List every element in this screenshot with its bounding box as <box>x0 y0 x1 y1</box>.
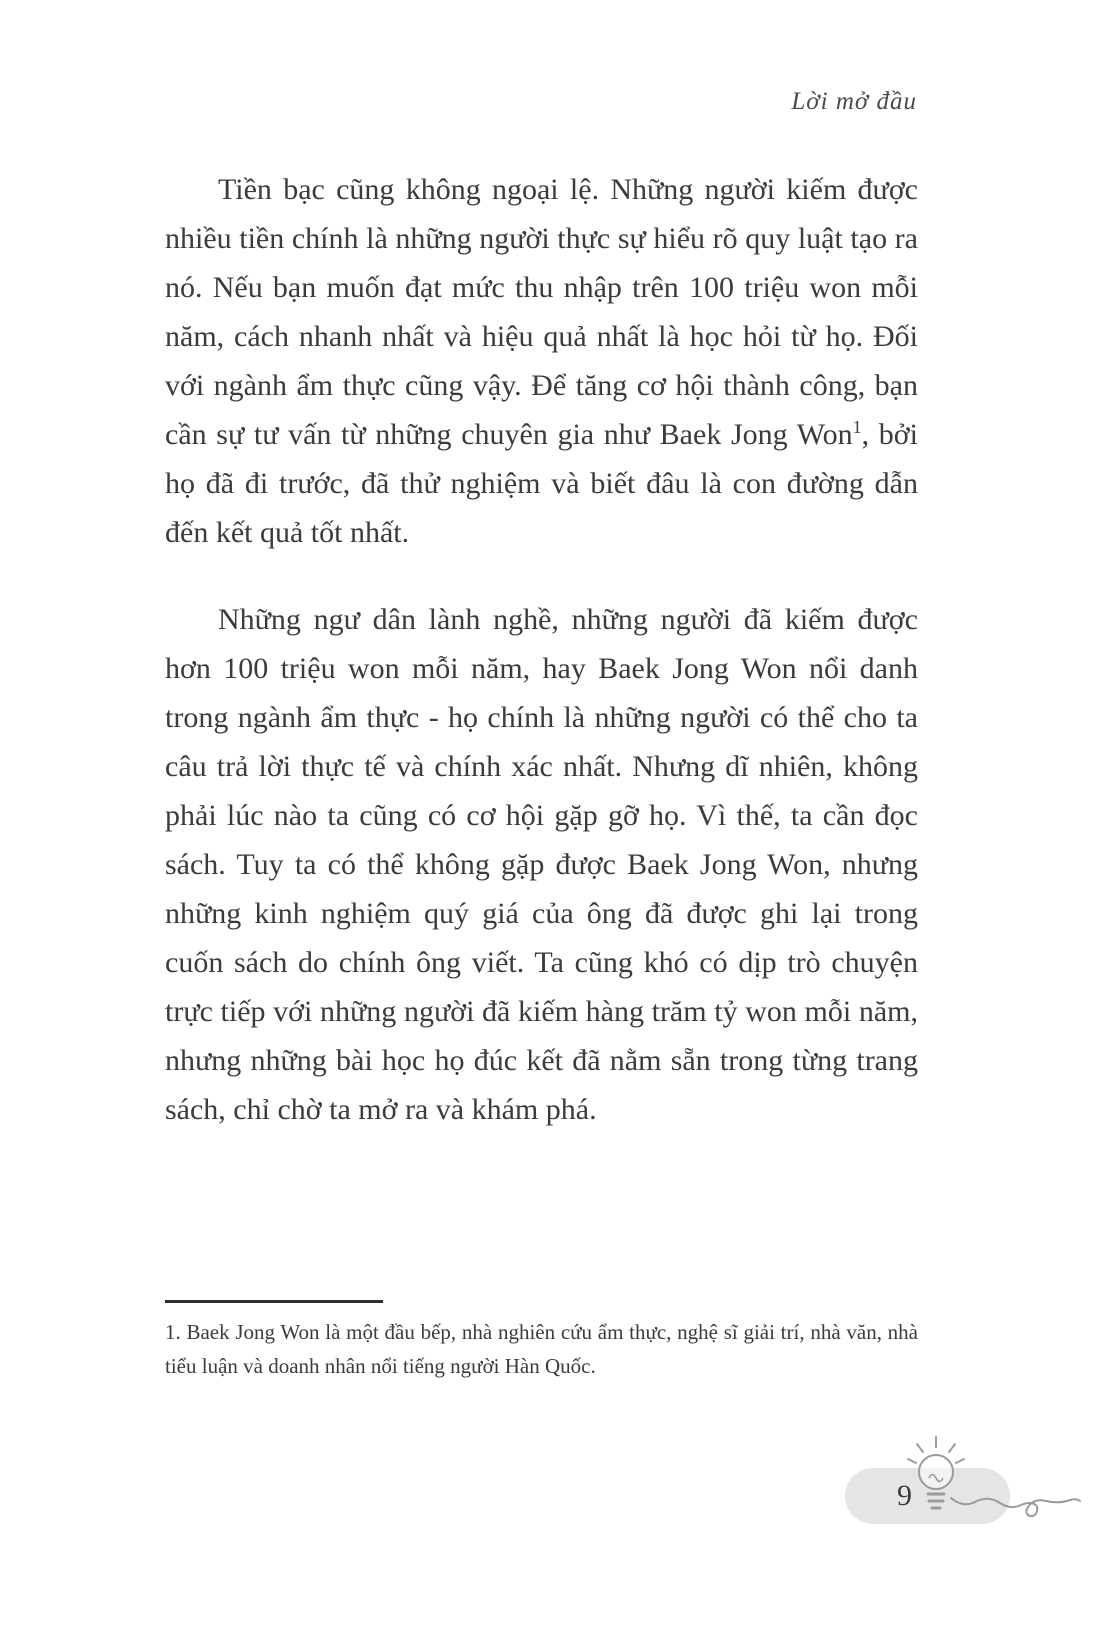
paragraph-1-text: Tiền bạc cũng không ngoại lệ. Những người kiếm được nhiều tiền chính là những người thực sự hiểu rõ quy luật tạo ra nó. Nếu bạn muốn đạt mức thu nhập trên 100 triệu won mỗi năm, cách nhanh nhất và hiệu quả nhất là học hỏi từ họ. Đối với ngành ẩm thực cũng vậy. Để tăng cơ hội thành công, bạn cần sự tư vấn từ những chuyên gia như Baek Jong Won <box>165 173 918 451</box>
footnote-area <box>165 1300 918 1383</box>
footnote-text: 1. Baek Jong Won là một đầu bếp, nhà nghiên cứu ẩm thực, nghệ sĩ giải trí, nhà văn, nhà tiểu luận và doanh nhân nổi tiếng người Hàn Quốc. <box>165 1320 918 1378</box>
paragraph-1 <box>165 165 918 557</box>
footnote-rule <box>165 1300 383 1303</box>
paragraph-1-continued: , bởi họ đã đi trước, đã thử nghiệm và biết đâu là con đường dẫn đến kết quả tốt nhất. <box>165 418 918 549</box>
lightbulb-rays-icon <box>908 1437 964 1463</box>
body-text <box>165 165 918 1172</box>
running-head: Lời mở đầu <box>791 88 917 115</box>
footnote-reference-marker: 1 <box>852 417 862 437</box>
paragraph-2: Những ngư dân lành nghề, những người đã kiếm được hơn 100 triệu won mỗi năm, hay Baek Jong Won nổi danh trong ngành ẩm thực - họ chính là những người có thể cho ta câu trả lời thực tế và chính xác nhất. Nhưng dĩ nhiên, không phải lúc nào ta cũng có cơ hội gặp gỡ họ. Vì thế, ta cần đọc sách. Tuy ta có thể không gặp được Baek Jong Won, nhưng những kinh nghiệm quý giá của ông đã được ghi lại trong cuốn sách do chính ông viết. Ta cũng khó có dịp trò chuyện trực tiếp với những người đã kiếm hàng trăm tỷ won mỗi năm, nhưng những bài học họ đúc kết đã nằm sẵn trong từng trang sách, chỉ chờ ta mở ra và khám phá. <box>165 603 918 1126</box>
page-number-pill <box>845 1468 1010 1524</box>
page-number: 9 <box>897 1479 912 1512</box>
